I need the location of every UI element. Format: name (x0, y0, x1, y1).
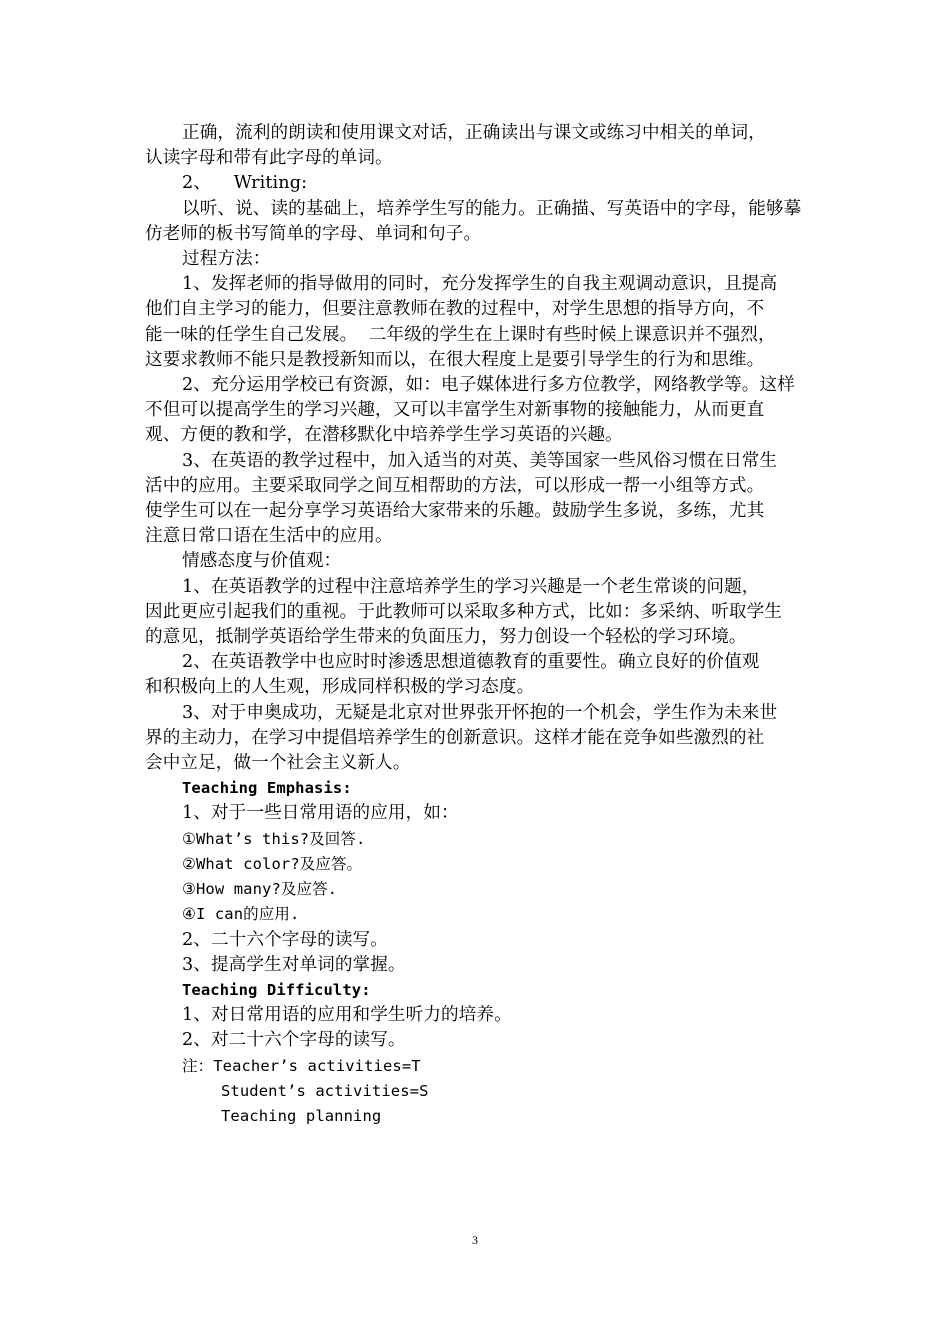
paragraph-line: 2、充分运用学校已有资源，如：电子媒体进行多方位教学，网络教学等。这样 (182, 375, 795, 396)
paragraph-line: 以听、说、读的基础上，培养学生写的能力。正确描、写英语中的字母，能够摹 (182, 198, 802, 219)
paragraph-line: 2、在英语教学中也应时时渗透思想道德教育的重要性。确立良好的价值观 (182, 652, 760, 673)
section-heading: 情感态度与价值观： (182, 551, 342, 572)
list-item: ②What color?及应答。 (182, 854, 363, 873)
paragraph-line: 活中的应用。主要采取同学之间互相帮助的方法，可以形成一帮一小组等方式。 (145, 475, 765, 496)
paragraph-line: 这要求教师不能只是教授新知而以，在很大程度上是要引导学生的行为和思维。 (145, 349, 765, 370)
paragraph-line: 因此更应引起我们的重视。于此教师可以采取多种方式，比如：多采纳、听取学生 (145, 601, 782, 622)
list-item: ④I can的应用. (182, 905, 300, 924)
paragraph-line: 能一味的任学生自己发展。 二年级的学生在上课时有些时候上课意识并不强烈， (145, 324, 776, 345)
list-item: 3、提高学生对单词的掌握。 (182, 954, 406, 975)
list-item: 2、二十六个字母的读写。 (182, 929, 388, 950)
paragraph-line: 界的主动力，在学习中提倡培养学生的创新意识。这样才能在竞争如些激烈的社 (145, 727, 765, 748)
paragraph-line: 他们自主学习的能力，但要注意教师在教的过程中，对学生思想的指导方向，不 (145, 299, 765, 320)
paragraph-line: 1、在英语教学的过程中注意培养学生的学习兴趣是一个老生常谈的问题， (182, 576, 760, 597)
paragraph-line: 正确，流利的朗读和使用课文对话，正确读出与课文或练习中相关的单词， (182, 123, 766, 143)
section-heading: 2、 Writing: (182, 173, 308, 194)
paragraph-line: 和积极向上的人生观，形成同样积极的学习态度。 (145, 677, 535, 698)
paragraph-line: 不但可以提高学生的学习兴趣，又可以丰富学生对新事物的接触能力，从而更直 (145, 400, 765, 421)
paragraph-line: 观、方便的教和学，在潜移默化中培养学生学习英语的兴趣。 (145, 425, 623, 446)
note-line: 注：Teacher’s activities=T (182, 1056, 421, 1075)
list-item: ③How many?及应答. (182, 880, 338, 899)
paragraph-line: 注意日常口语在生活中的应用。 (145, 526, 393, 547)
note-line: Student’s activities=S (221, 1081, 429, 1100)
paragraph-line: 会中立足，做一个社会主义新人。 (145, 753, 411, 774)
paragraph-line: 使学生可以在一起分享学习英语给大家带来的乐趣。鼓励学生多说，多练，尤其 (145, 501, 765, 522)
list-item: ①What’s this?及回答. (182, 829, 366, 848)
note-line: Teaching planning (221, 1106, 382, 1125)
paragraph-line: 认读字母和带有此字母的单词。 (145, 148, 393, 169)
page-number: 3 (472, 1233, 478, 1247)
paragraph-line: 仿老师的板书写简单的字母、单词和句子。 (145, 223, 482, 244)
list-item: 2、对二十六个字母的读写。 (182, 1030, 406, 1051)
document-body (145, 121, 815, 1129)
paragraph-line: 3、对于申奥成功，无疑是北京对世界张开怀抱的一个机会，学生作为未来世 (182, 702, 778, 723)
paragraph-line: 的意见，抵制学英语给学生带来的负面压力，努力创设一个轻松的学习环境。 (145, 627, 747, 648)
list-item: 1、对于一些日常用语的应用，如： (182, 803, 459, 824)
section-heading: 过程方法： (182, 249, 271, 270)
section-heading-teaching-emphasis: Teaching Emphasis: (182, 779, 352, 798)
paragraph-line: 3、在英语的教学过程中，加入适当的对英、美等国家一些风俗习惯在日常生 (182, 450, 778, 471)
paragraph-line: 1、发挥老师的指导做用的同时，充分发挥学生的自我主观调动意识，且提高 (182, 274, 778, 295)
list-item: 1、对日常用语的应用和学生听力的培养。 (182, 1005, 512, 1026)
section-heading-teaching-difficulty: Teaching Difficulty: (182, 980, 371, 999)
